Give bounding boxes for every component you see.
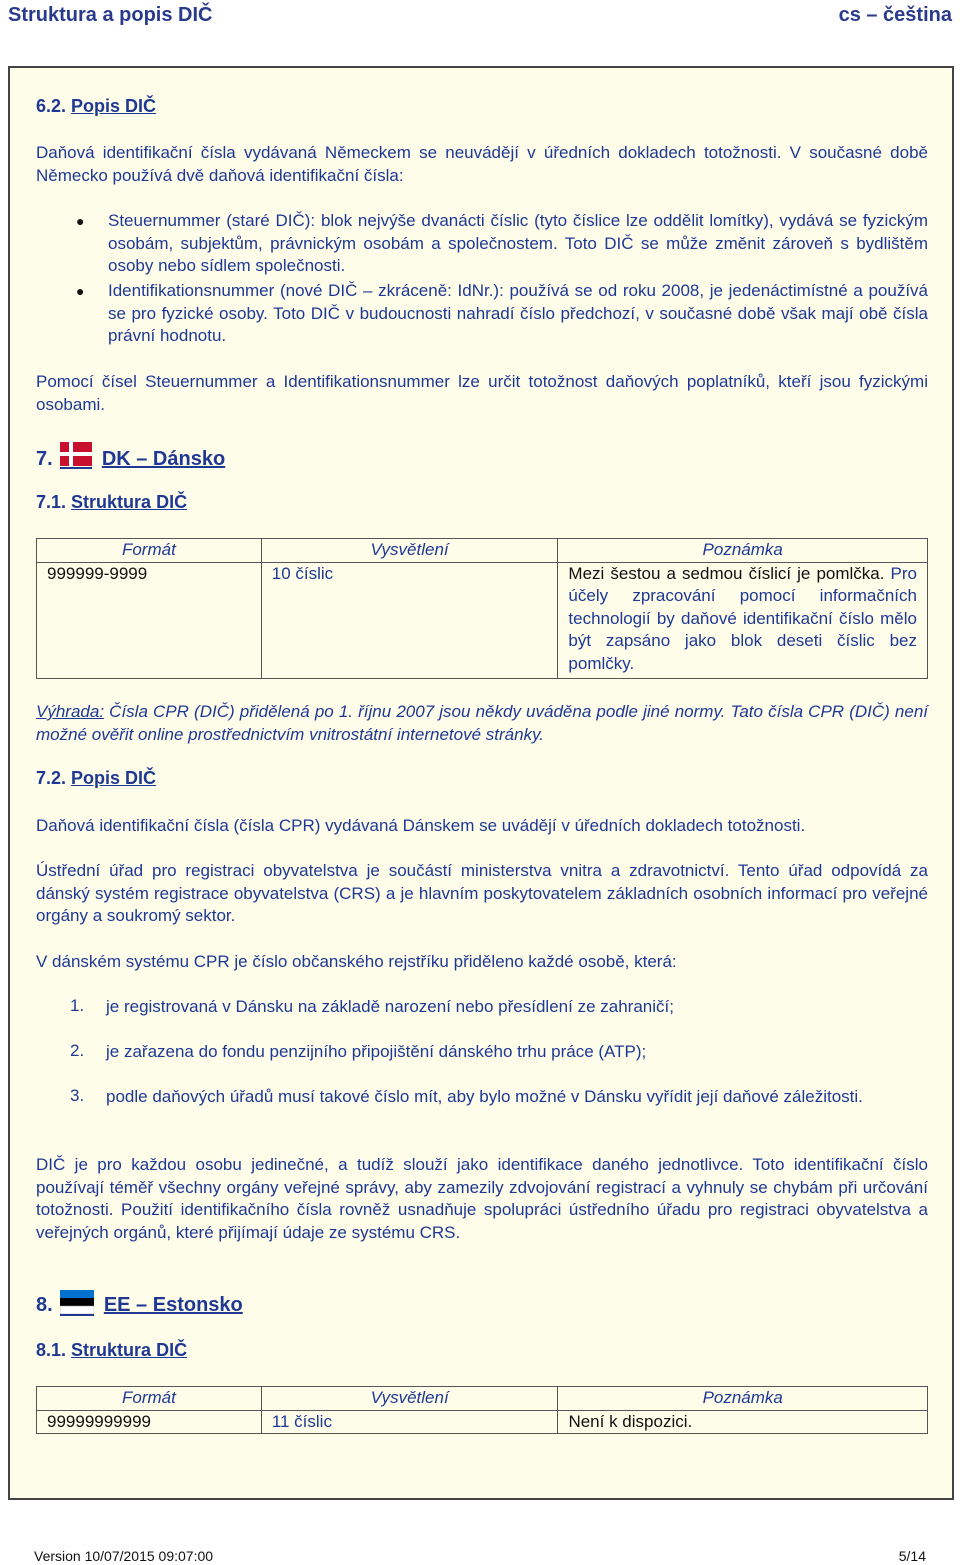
- list-item: ● Identifikationsnummer (nové DIČ – zkráceně: IdNr.): používá se od roku 2008, je jedenáctimístné a používá se pro fyzické osoby. Toto DIČ v budoucnosti nahradí číslo předchozí, v současné době však mají obě čísla právní hodnotu.: [76, 281, 928, 346]
- column-header: Poznámka: [558, 1387, 928, 1411]
- section-heading-8-1: 8.1. Struktura DIČ: [36, 1340, 188, 1360]
- column-header: Formát: [37, 1387, 262, 1411]
- table-cell: 99999999999: [37, 1410, 262, 1434]
- country-heading-dk: 7. DK – Dánsko: [36, 442, 225, 471]
- section-title: Popis DIČ: [71, 96, 157, 116]
- page-header: [0, 0, 960, 34]
- footer-page-number: 5/14: [898, 1548, 926, 1564]
- section-number: 6.2.: [36, 96, 67, 116]
- paragraph: Ústřední úřad pro registraci obyvatelstva je součástí ministerstva vnitra a zdravotnictví. Tento úřad odpovídá za dánský systém registrace obyvatelstva (CRS) a je hlavním poskytovatelem základních osobních informací pro veřejné orgány a soukromý sektor.: [36, 861, 928, 926]
- paragraph: Daňová identifikační čísla vydávaná Německem se neuvádějí v úředních dokladech totožnosti. V současné době Německo používá dvě daňová identifikační čísla:: [36, 143, 928, 185]
- table-cell: 10 číslic: [261, 562, 558, 678]
- table-row: [37, 1410, 928, 1434]
- table-cell: Není k dispozici.: [558, 1410, 928, 1434]
- section-heading-7-2: 7.2. Popis DIČ: [36, 768, 157, 788]
- column-header: Formát: [37, 539, 262, 563]
- bullet-icon: ●: [76, 213, 85, 229]
- column-header: Poznámka: [558, 539, 928, 563]
- paragraph: Pomocí čísel Steuernummer a Identifikationsnummer lze určit totožnost daňových poplatníků, kteří jsou fyzickými osobami.: [36, 372, 928, 414]
- paragraph: V dánském systému CPR je číslo občanského rejstříku přiděleno každé osobě, která:: [36, 952, 677, 971]
- table-cell: 11 číslic: [261, 1410, 558, 1434]
- table-cell: 999999-9999: [37, 562, 262, 678]
- denmark-flag-icon: [60, 442, 92, 470]
- paragraph: Daňová identifikační čísla (čísla CPR) vydávaná Dánskem se uvádějí v úředních dokladech totožnosti.: [36, 816, 806, 835]
- document-title: Struktura a popis DIČ: [8, 4, 213, 26]
- tin-structure-table: [36, 538, 928, 679]
- country-title: EE – Estonsko: [103, 1294, 243, 1316]
- language-label: cs – čeština: [838, 4, 952, 26]
- country-title: DK – Dánsko: [101, 448, 226, 470]
- tin-structure-table: [36, 1386, 928, 1434]
- list-item: ● Steuernummer (staré DIČ): blok nejvýše dvanácti číslic (tyto číslice lze oddělit lomítky), vydává se fyzickým osobám, subjektům, právnickým osobám a společnostem. Toto DIČ se může změnit zároveň s bydlištěm osoby nebo sídlem společnosti.: [76, 211, 928, 276]
- footer-version: Version 10/07/2015 09:07:00: [34, 1548, 214, 1564]
- estonia-flag-icon: [60, 1290, 94, 1316]
- bullet-icon: ●: [76, 283, 85, 299]
- section-heading-7-1: 7.1. Struktura DIČ: [36, 492, 188, 512]
- note-paragraph: Výhrada: Čísla CPR (DIČ) přidělená po 1. říjnu 2007 jsou někdy uváděna podle jiné normy. Tato čísla CPR (DIČ) není možné ověřit online prostřednictvím vnitrostátní internetové stránky.: [36, 702, 928, 744]
- table-cell: Mezi šestou a sedmou číslicí je pomlčka. Pro účely zpracování pomocí informačních technologií by daňové identifikační číslo mělo být zapsáno jako blok deseti číslic bez pomlčky.: [558, 562, 928, 678]
- section-heading-6-2: [36, 96, 156, 117]
- column-header: Vysvětlení: [261, 1387, 558, 1411]
- content-frame: 6.2. Popis DIČ Daňová identifikační čísla vydávaná Německem se neuvádějí v úředních dokladech totožnosti. V současné době Německo používá dvě daňová identifikační čísla: ● Steuernummer (staré DIČ): blok nejvýše dvanácti číslic (tyto číslice lze oddělit lomítky), vydává se fyzickým osobám, subjektům, právnickým osobám a společnostem. Toto DIČ se může změnit zároveň s bydlištěm osoby nebo sídlem společnosti. ● Identifikationsnummer (nové DIČ – zkráceně: IdNr.): používá se od roku 2008, je jedenáctimístné a používá se pro fyzické osoby. Toto DIČ v budoucnosti nahradí číslo předchozí, v současné době však mají obě čísla právní hodnotu. Pomocí čísel Steuernummer a Identifikationsnummer lze určit totožnost daňových poplatníků, kteří jsou fyzickými osobami. 7. DK – Dánsko 7.1. Struktura DIČ Formát Vysvětlení Poznámka 999999-9999 10 číslic Mezi šestou a sedmou číslicí je pomlčka. Pro účely zpracování pomocí informačních technologií by daňové identifikační číslo mělo být zapsáno jako blok deseti číslic bez pomlčky. Výhrada: Čísla CPR (DIČ) přidělená po 1. říjnu 2007 jsou někdy uváděna podle jiné normy. Tato čísla CPR (DIČ) není možné ověřit online prostřednictvím vnitrostátní internetové stránky. 7.2. Popis DIČ Daňová identifikační čísla (čísla CPR) vydávaná Dánskem se uvádějí v úředních dokladech totožnosti. Ústřední úřad pro registraci obyvatelstva je součástí ministerstva vnitra a zdravotnictví. Tento úřad odpovídá za dánský systém registrace obyvatelstva (CRS) a je hlavním poskytovatelem základních osobních informací pro veřejné orgány a soukromý sektor. V dánském systému CPR je číslo občanského rejstříku přiděleno každé osobě, která: 1. je registrovaná v Dánsku na základě narození nebo přesídlení ze zahraničí; 2. je zařazena do fondu penzijního připojištění dánského trhu práce (ATP); 3. podle daňových úřadů musí takové číslo mít, aby bylo možné v Dánsku vyřídit její daňové záležitosti. DIČ je pro každou osobu jedinečné, a tudíž slouží jako identifikace daného jednotlivce. Toto identifikační číslo používají téměř všechny orgány veřejné správy, aby zamezily zdvojování registrací a vyhnuly se chybám při určování totožnosti. Použití identifikačního čísla rovněž usnadňuje spolupráci ústředního úřadu pro registraci obyvatelstva a veřejných orgánů, které přijímají údaje ze systému CRS. 8. EE – Estonsko 8.1. Struktura DIČ Formát Vysvětlení Poznámka 99999999999 11 číslic Není k dispozici.: [8, 66, 954, 1500]
- table-row: [37, 562, 928, 678]
- column-header: Vysvětlení: [261, 539, 558, 563]
- table-header-row: [37, 1387, 928, 1411]
- table-header-row: [37, 539, 928, 563]
- paragraph: DIČ je pro každou osobu jedinečné, a tudíž slouží jako identifikace daného jednotlivce. Toto identifikační číslo používají téměř všechny orgány veřejné správy, aby zamezily zdvojování registrací a vyhnuly se chybám při určování totožnosti. Použití identifikačního čísla rovněž usnadňuje spolupráci ústředního úřadu pro registraci obyvatelstva a veřejných orgánů, které přijímají údaje ze systému CRS.: [36, 1155, 928, 1242]
- country-heading-ee: 8. EE – Estonsko: [36, 1290, 243, 1317]
